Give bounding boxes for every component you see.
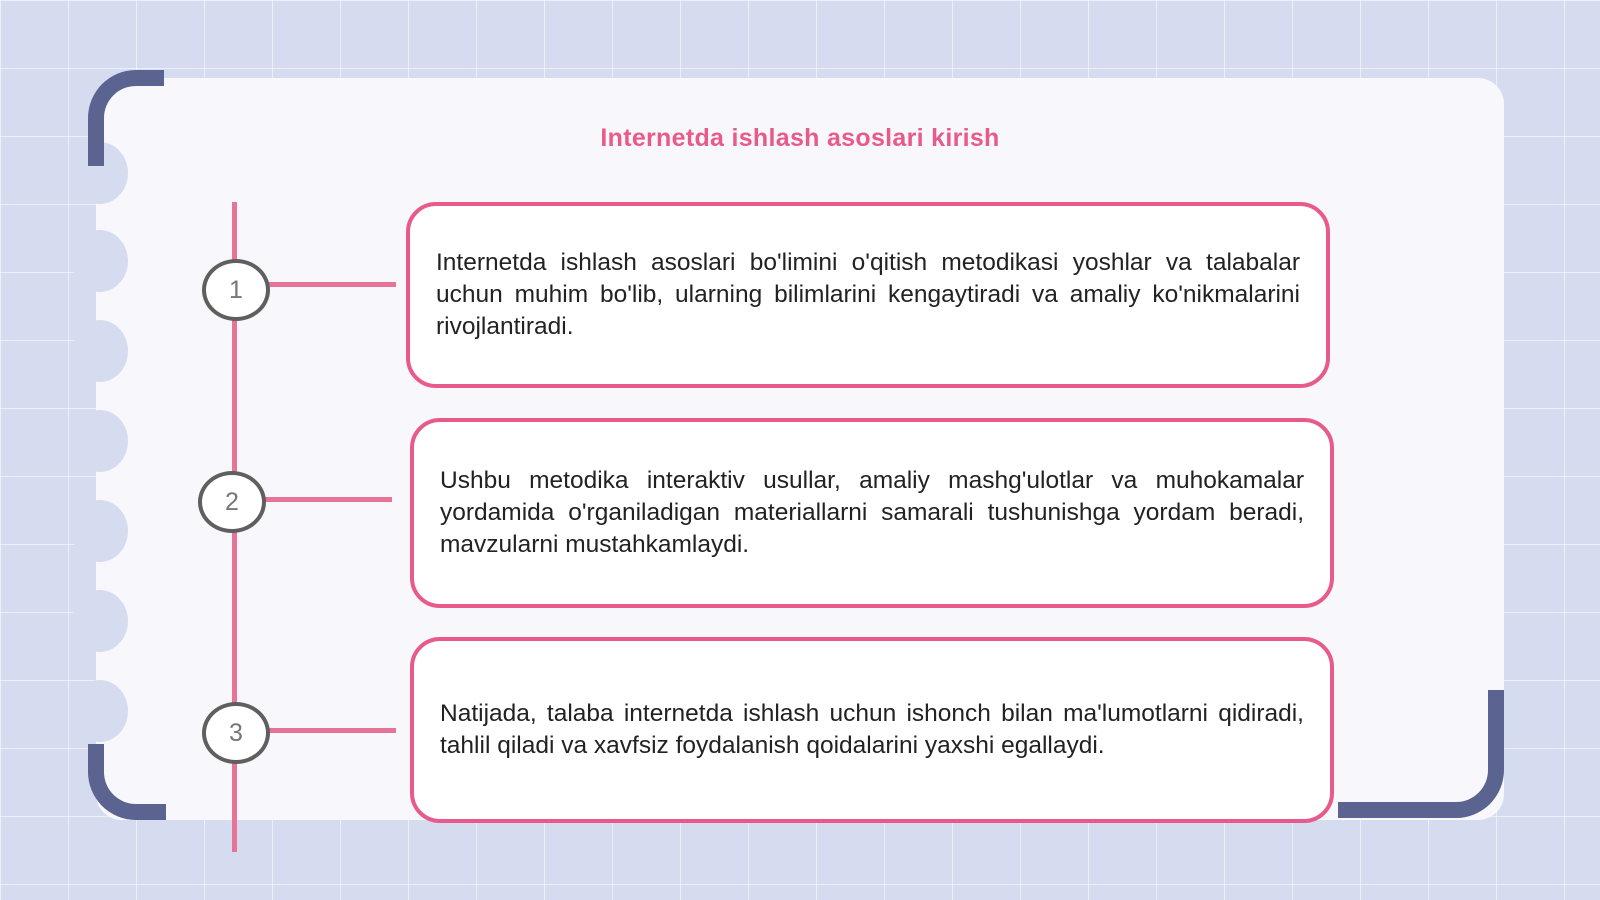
card-scallop xyxy=(72,410,128,472)
timeline-connector xyxy=(266,282,396,287)
step-box xyxy=(410,637,1334,823)
card-scallop xyxy=(72,230,128,292)
card-scallop xyxy=(72,320,128,382)
card-scallop xyxy=(72,680,128,742)
card-scallop xyxy=(72,590,128,652)
step-box xyxy=(410,418,1334,608)
step-number-badge: 2 xyxy=(198,471,266,533)
timeline-connector xyxy=(262,497,392,502)
step-text: Internetda ishlash asoslari bo'limini o'qitish metodikasi yoshlar va talabalar uchun muhim bo'lib, ularning bilimlarini kengaytiradi va amaliy ko'nikmalarini rivojlantiradi. xyxy=(436,249,1300,340)
timeline-connector xyxy=(266,728,396,733)
step-number-badge: 1 xyxy=(202,259,270,321)
frame-corner-bottom-right xyxy=(1338,690,1504,818)
slide-title: Internetda ishlash asoslari kirish xyxy=(600,124,1000,152)
step-box xyxy=(406,202,1330,388)
step-text: Ushbu metodika interaktiv usullar, amaliy mashg'ulotlar va muhokamalar yordamida o'rganiladigan materiallarni samarali tushunishga yordam beradi, mavzularni mustahkamlaydi. xyxy=(440,467,1304,558)
card-scallop xyxy=(72,500,128,562)
step-text: Natijada, talaba internetda ishlash uchun ishonch bilan ma'lumotlarni qidiradi, tahlil qiladi va xavfsiz foydalanish qoidalarini yaxshi egallaydi. xyxy=(440,700,1304,759)
step-number-badge: 3 xyxy=(202,702,270,764)
